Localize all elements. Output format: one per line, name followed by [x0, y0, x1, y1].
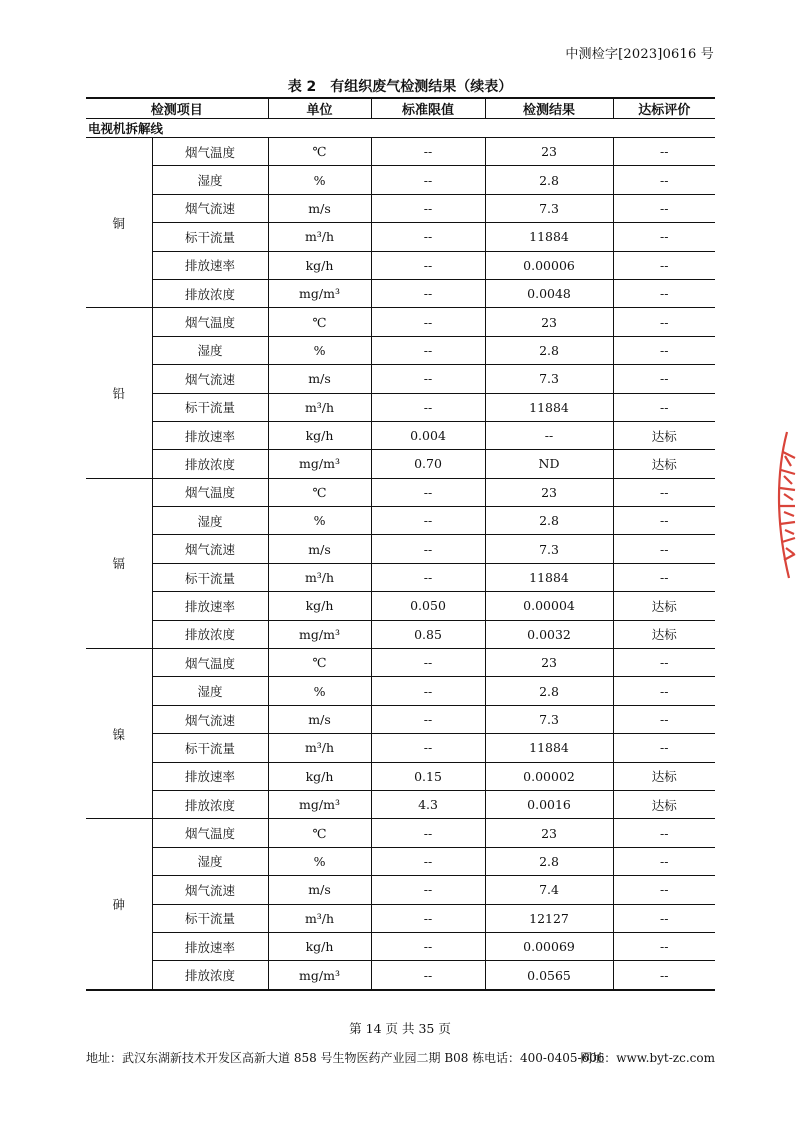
item-name: 排放浓度	[152, 961, 268, 990]
test-result: 11884	[485, 734, 613, 762]
test-result: 7.4	[485, 876, 613, 904]
unit: ℃	[268, 819, 371, 847]
item-name: 湿度	[152, 336, 268, 364]
test-result: 23	[485, 478, 613, 506]
unit: kg/h	[268, 421, 371, 449]
table-row	[86, 762, 715, 790]
test-result: 2.8	[485, 847, 613, 875]
standard-limit: --	[371, 308, 485, 336]
standard-limit: --	[371, 251, 485, 279]
item-name: 排放速率	[152, 762, 268, 790]
table-row	[86, 677, 715, 705]
test-result: 7.3	[485, 194, 613, 222]
standard-limit: --	[371, 734, 485, 762]
standard-limit: --	[371, 138, 485, 166]
pollutant-name: 镍	[86, 649, 152, 819]
standard-limit: --	[371, 932, 485, 960]
table-row	[86, 279, 715, 307]
item-name: 排放速率	[152, 932, 268, 960]
unit: kg/h	[268, 251, 371, 279]
item-name: 排放浓度	[152, 450, 268, 478]
evaluation: --	[613, 847, 715, 875]
header-unit: 单位	[268, 98, 371, 119]
evaluation: --	[613, 336, 715, 364]
table-row	[86, 535, 715, 563]
evaluation: --	[613, 308, 715, 336]
test-result: 2.8	[485, 507, 613, 535]
table-row	[86, 166, 715, 194]
test-result: 0.00006	[485, 251, 613, 279]
test-result: 0.0016	[485, 790, 613, 818]
unit: m/s	[268, 705, 371, 733]
evaluation: 达标	[613, 592, 715, 620]
unit: mg/m³	[268, 450, 371, 478]
evaluation: --	[613, 393, 715, 421]
item-name: 湿度	[152, 847, 268, 875]
standard-limit: --	[371, 535, 485, 563]
test-result: 0.00069	[485, 932, 613, 960]
item-name: 烟气温度	[152, 138, 268, 166]
item-name: 湿度	[152, 166, 268, 194]
item-name: 排放浓度	[152, 279, 268, 307]
item-name: 标干流量	[152, 734, 268, 762]
unit: m³/h	[268, 904, 371, 932]
unit: m³/h	[268, 734, 371, 762]
section-row	[86, 119, 715, 138]
test-result: 7.3	[485, 365, 613, 393]
unit: mg/m³	[268, 961, 371, 990]
evaluation: --	[613, 932, 715, 960]
table-row	[86, 194, 715, 222]
evaluation: --	[613, 876, 715, 904]
standard-limit: --	[371, 393, 485, 421]
test-result: 7.3	[485, 705, 613, 733]
unit: kg/h	[268, 592, 371, 620]
page-number: 第 14 页 共 35 页	[349, 1021, 451, 1036]
test-result: 12127	[485, 904, 613, 932]
footer-phone: 电话：400-0405-606	[484, 1051, 605, 1065]
table-row	[86, 421, 715, 449]
header-item: 检测项目	[86, 98, 268, 119]
item-name: 烟气温度	[152, 478, 268, 506]
evaluation: --	[613, 649, 715, 677]
test-result: 0.0048	[485, 279, 613, 307]
item-name: 标干流量	[152, 563, 268, 591]
item-name: 烟气温度	[152, 308, 268, 336]
header-evaluation: 达标评价	[613, 98, 715, 119]
item-name: 烟气流速	[152, 876, 268, 904]
item-name: 湿度	[152, 677, 268, 705]
footer-website: 网址：www.byt-zc.com	[580, 1051, 715, 1065]
unit: m/s	[268, 194, 371, 222]
item-name: 湿度	[152, 507, 268, 535]
test-result: 11884	[485, 393, 613, 421]
standard-limit: --	[371, 677, 485, 705]
unit: %	[268, 677, 371, 705]
unit: mg/m³	[268, 620, 371, 648]
standard-limit: 0.85	[371, 620, 485, 648]
standard-limit: 0.050	[371, 592, 485, 620]
test-result: 2.8	[485, 677, 613, 705]
table-row	[86, 138, 715, 166]
item-name: 烟气流速	[152, 535, 268, 563]
evaluation: --	[613, 961, 715, 990]
standard-limit: 4.3	[371, 790, 485, 818]
standard-limit: --	[371, 507, 485, 535]
item-name: 标干流量	[152, 393, 268, 421]
unit: kg/h	[268, 762, 371, 790]
evaluation: --	[613, 365, 715, 393]
unit: %	[268, 507, 371, 535]
test-result: 0.00004	[485, 592, 613, 620]
item-name: 烟气温度	[152, 819, 268, 847]
unit: m/s	[268, 876, 371, 904]
item-name: 排放速率	[152, 251, 268, 279]
test-result: 23	[485, 649, 613, 677]
standard-limit: --	[371, 876, 485, 904]
evaluation: --	[613, 734, 715, 762]
test-result: 0.00002	[485, 762, 613, 790]
standard-limit: --	[371, 649, 485, 677]
standard-limit: 0.70	[371, 450, 485, 478]
test-result: 0.0565	[485, 961, 613, 990]
unit: ℃	[268, 138, 371, 166]
table-row	[86, 734, 715, 762]
table-row	[86, 904, 715, 932]
pollutant-name: 砷	[86, 819, 152, 990]
standard-limit: 0.004	[371, 421, 485, 449]
item-name: 排放速率	[152, 421, 268, 449]
standard-limit: 0.15	[371, 762, 485, 790]
unit: %	[268, 847, 371, 875]
unit: ℃	[268, 649, 371, 677]
item-name: 排放浓度	[152, 620, 268, 648]
evaluation: --	[613, 478, 715, 506]
table-row	[86, 705, 715, 733]
standard-limit: --	[371, 961, 485, 990]
evaluation: --	[613, 166, 715, 194]
unit: ℃	[268, 478, 371, 506]
table-row	[86, 592, 715, 620]
unit: m/s	[268, 365, 371, 393]
evaluation: --	[613, 138, 715, 166]
test-result: 23	[485, 138, 613, 166]
test-result: ND	[485, 450, 613, 478]
table-row	[86, 251, 715, 279]
footer-address: 地址：武汉东湖新技术开发区高新大道 858 号生物医药产业园二期 B08 栋	[86, 1051, 485, 1065]
evaluation: --	[613, 677, 715, 705]
results-table	[86, 97, 715, 991]
evaluation: --	[613, 507, 715, 535]
test-result: 11884	[485, 223, 613, 251]
header-row	[86, 98, 715, 119]
table-row	[86, 365, 715, 393]
section-label: 电视机拆解线	[86, 119, 715, 138]
evaluation: 达标	[613, 762, 715, 790]
unit: m/s	[268, 535, 371, 563]
table-row	[86, 932, 715, 960]
seal-icon	[757, 430, 800, 580]
evaluation: 达标	[613, 620, 715, 648]
pollutant-name: 镉	[86, 478, 152, 648]
evaluation: --	[613, 904, 715, 932]
unit: %	[268, 166, 371, 194]
table-row	[86, 961, 715, 990]
table-row	[86, 620, 715, 648]
standard-limit: --	[371, 847, 485, 875]
standard-limit: --	[371, 705, 485, 733]
evaluation: --	[613, 251, 715, 279]
item-name: 烟气温度	[152, 649, 268, 677]
unit: ℃	[268, 308, 371, 336]
table-body	[86, 119, 715, 990]
evaluation: 达标	[613, 790, 715, 818]
table-row	[86, 336, 715, 364]
evaluation: --	[613, 279, 715, 307]
unit: m³/h	[268, 223, 371, 251]
item-name: 排放浓度	[152, 790, 268, 818]
item-name: 排放速率	[152, 592, 268, 620]
seal-stamp-fragment	[757, 430, 800, 580]
standard-limit: --	[371, 166, 485, 194]
table-row	[86, 876, 715, 904]
evaluation: --	[613, 223, 715, 251]
pollutant-name: 铅	[86, 308, 152, 478]
evaluation: --	[613, 563, 715, 591]
unit: mg/m³	[268, 279, 371, 307]
header-limit: 标准限值	[371, 98, 485, 119]
standard-limit: --	[371, 563, 485, 591]
table-row	[86, 223, 715, 251]
evaluation: --	[613, 535, 715, 563]
table-row	[86, 450, 715, 478]
test-result: 7.3	[485, 535, 613, 563]
unit: m³/h	[268, 393, 371, 421]
report-number: 中测检字[2023]0616 号	[565, 47, 714, 62]
header-result: 检测结果	[485, 98, 613, 119]
standard-limit: --	[371, 365, 485, 393]
evaluation: --	[613, 194, 715, 222]
item-name: 烟气流速	[152, 705, 268, 733]
evaluation: --	[613, 819, 715, 847]
unit: %	[268, 336, 371, 364]
table-row	[86, 393, 715, 421]
item-name: 烟气流速	[152, 194, 268, 222]
test-result: --	[485, 421, 613, 449]
evaluation: --	[613, 705, 715, 733]
standard-limit: --	[371, 194, 485, 222]
test-result: 0.0032	[485, 620, 613, 648]
standard-limit: --	[371, 336, 485, 364]
footer	[86, 1049, 715, 1066]
pollutant-name: 铜	[86, 138, 152, 308]
unit: m³/h	[268, 563, 371, 591]
test-result: 23	[485, 308, 613, 336]
unit: mg/m³	[268, 790, 371, 818]
test-result: 2.8	[485, 166, 613, 194]
table-row	[86, 308, 715, 336]
item-name: 烟气流速	[152, 365, 268, 393]
item-name: 标干流量	[152, 904, 268, 932]
table-title: 表 2 有组织废气检测结果（续表）	[287, 79, 513, 95]
evaluation: 达标	[613, 450, 715, 478]
standard-limit: --	[371, 819, 485, 847]
table-row	[86, 847, 715, 875]
test-result: 11884	[485, 563, 613, 591]
standard-limit: --	[371, 279, 485, 307]
test-result: 23	[485, 819, 613, 847]
unit: kg/h	[268, 932, 371, 960]
table-row	[86, 478, 715, 506]
item-name: 标干流量	[152, 223, 268, 251]
test-result: 2.8	[485, 336, 613, 364]
standard-limit: --	[371, 223, 485, 251]
table-row	[86, 790, 715, 818]
table-row	[86, 649, 715, 677]
evaluation: 达标	[613, 421, 715, 449]
table-row	[86, 507, 715, 535]
table-row	[86, 563, 715, 591]
standard-limit: --	[371, 904, 485, 932]
table-row	[86, 819, 715, 847]
standard-limit: --	[371, 478, 485, 506]
